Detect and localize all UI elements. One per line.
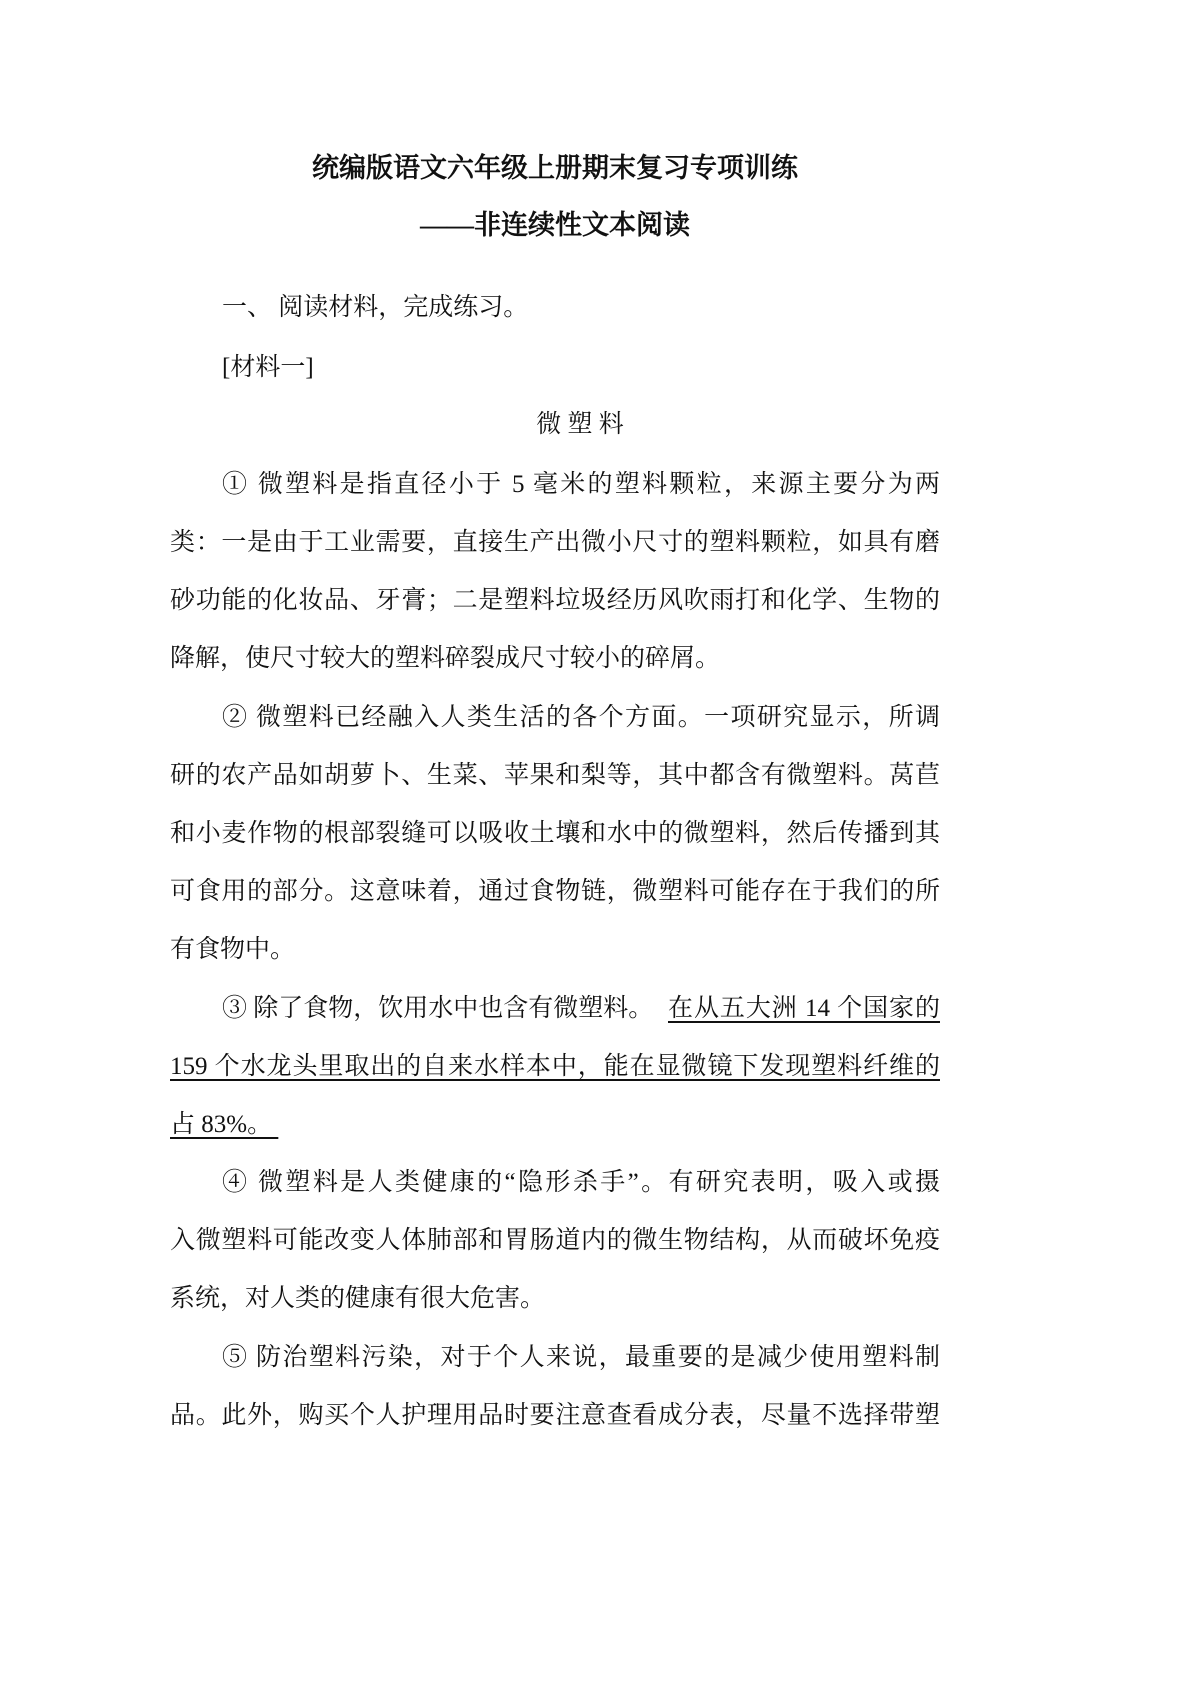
text-line: 系统，对人类的健康有很大危害。	[170, 1285, 546, 1312]
text-line: 降解，使尺寸较大的塑料碎裂成尺寸较小的碎屑。	[170, 645, 721, 672]
underlined-text: 占 83%。	[170, 1111, 279, 1138]
text-line: 品。此外，购买个人护理用品时要注意查看成分表，尽量不选择带塑	[170, 1402, 940, 1429]
text-line: ③ 除了食物，饮用水中也含有微塑料。	[222, 995, 654, 1022]
text-line: ① 微塑料是指直径小于 5 毫米的塑料颗粒，来源主要分为两	[222, 471, 940, 498]
text-line: 砂功能的化妆品、牙膏；二是塑料垃圾经历风吹雨打和化学、生物的	[170, 587, 940, 614]
material-label: [材料一]	[222, 354, 314, 381]
text-line: 类：一是由于工业需要，直接生产出微小尺寸的塑料颗粒，如具有磨	[170, 529, 940, 556]
text-line: 研的农产品如胡萝卜、生菜、苹果和梨等，其中都含有微塑料。莴苣	[170, 762, 940, 789]
text-line: 和小麦作物的根部裂缝可以吸收土壤和水中的微塑料，然后传播到其	[170, 820, 940, 847]
text-line: 入微塑料可能改变人体肺部和胃肠道内的微生物结构，从而破坏免疫	[170, 1227, 940, 1254]
text-line: 有食物中。	[170, 936, 296, 963]
text-line: ② 微塑料已经融入人类生活的各个方面。一项研究显示，所调	[222, 704, 940, 731]
document-subtitle: ——非连续性文本阅读	[420, 210, 690, 240]
section-heading: 一、 阅读材料，完成练习。	[222, 294, 529, 321]
text-line: ⑤ 防治塑料污染，对于个人来说，最重要的是减少使用塑料制	[222, 1344, 940, 1371]
underlined-text: 在从五大洲 14 个国家的	[668, 995, 940, 1022]
text-line: 可食用的部分。这意味着，通过食物链，微塑料可能存在于我们的所	[170, 878, 940, 905]
text-line: ④ 微塑料是人类健康的“隐形杀手”。有研究表明，吸入或摄	[222, 1169, 940, 1196]
article-title: 微 塑 料	[536, 411, 624, 438]
underlined-text: 159 个水龙头里取出的自来水样本中，能在显微镜下发现塑料纤维的	[170, 1053, 940, 1080]
document-title: 统编版语文六年级上册期末复习专项训练	[312, 153, 798, 183]
